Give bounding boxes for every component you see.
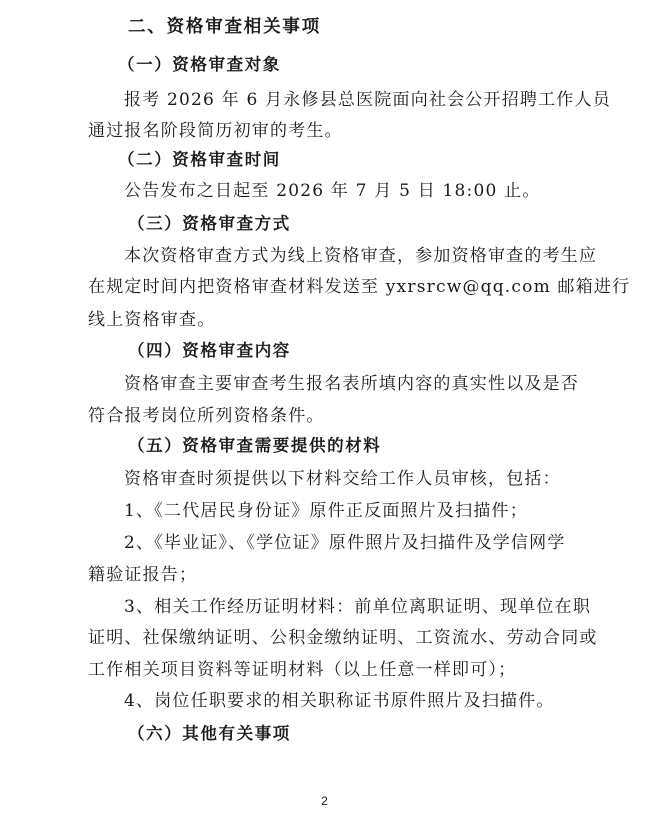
page-number: 2 <box>321 794 328 808</box>
section-heading: 二、资格审查相关事项 <box>128 17 321 37</box>
paragraph-line: 本次资格审查方式为线上资格审查，参加资格审查的考生应 <box>124 246 598 266</box>
list-item: 2、《毕业证》、《学位证》原件照片及扫描件及学信网学 <box>124 533 566 553</box>
list-item-continuation: 籍验证报告； <box>88 565 198 585</box>
subsection-title-2: （二）资格审查时间 <box>118 150 281 169</box>
paragraph-line: 公告发布之日起至 2026 年 7 月 5 日 18:00 止。 <box>124 181 541 201</box>
subsection-title-1: （一）资格审查对象 <box>118 55 281 74</box>
paragraph-line: 资格审查主要审查考生报名表所填内容的真实性以及是否 <box>124 374 579 394</box>
subsection-title-5: （五）资格审查需要提供的材料 <box>128 436 382 455</box>
paragraph-line: 资格审查时须提供以下材料交给工作人员审核，包括： <box>124 469 561 489</box>
list-item: 1、《二代居民身份证》原件正反面照片及扫描件； <box>124 501 528 521</box>
paragraph-line: 符合报考岗位所列资格条件。 <box>88 406 325 426</box>
paragraph-line: 在规定时间内把资格审查材料发送至 yxrsrcw@qq.com 邮箱进行 <box>88 277 631 297</box>
list-item-continuation: 工作相关项目资料等证明材料（以上任意一样即可）； <box>88 660 517 680</box>
subsection-title-6: （六）其他有关事项 <box>128 724 291 743</box>
subsection-title-4: （四）资格审查内容 <box>128 341 291 360</box>
paragraph-line: 报考 2026 年 6 月永修县总医院面向社会公开招聘工作人员 <box>124 90 611 110</box>
paragraph-line: 通过报名阶段简历初审的考生。 <box>88 121 343 141</box>
paragraph-line: 线上资格审查。 <box>88 310 216 330</box>
list-item: 3、相关工作经历证明材料：前单位离职证明、现单位在职 <box>124 597 592 617</box>
subsection-title-3: （三）资格审查方式 <box>128 214 291 233</box>
list-item-continuation: 证明、社保缴纳证明、公积金缴纳证明、工资流水、劳动合同或 <box>88 628 598 648</box>
list-item: 4、岗位任职要求的相关职称证书原件照片及扫描件。 <box>124 691 555 711</box>
